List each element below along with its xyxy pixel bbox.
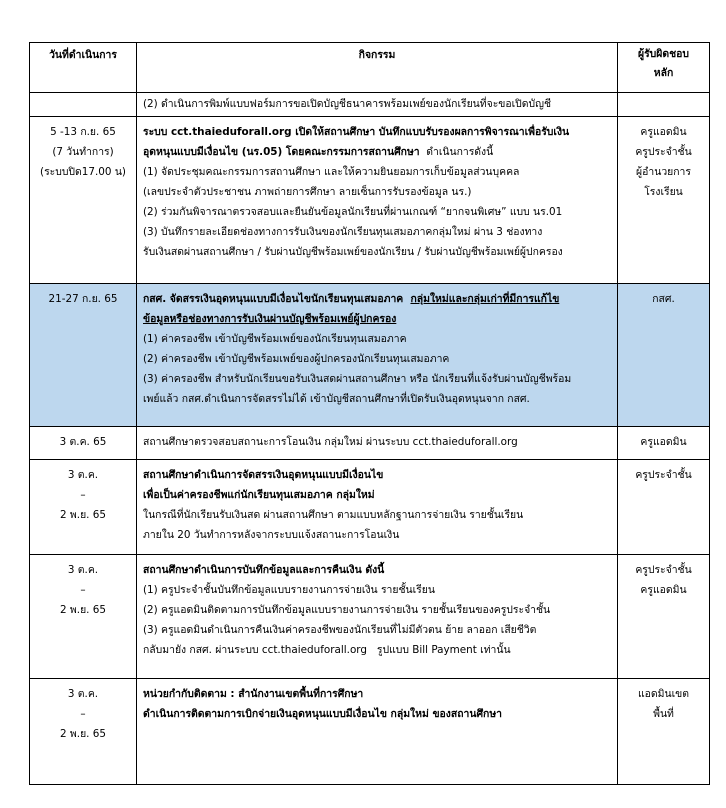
activity-line: ภายใน 20 วันทำการหลังจากระบบแจ้งสถานะการโอนเงิน bbox=[143, 529, 400, 541]
activity-line: เพื่อเป็นค่าครองชีพแก่นักเรียนทุนเสมอภาค กลุ่มใหม่ bbox=[143, 489, 375, 501]
responsible-line: พื้นที่ bbox=[653, 708, 674, 720]
activity-line: เพย์แล้ว กสศ.ดำเนินการจัดสรรไม่ได้ เข้าบัญชีสถานศึกษาที่เปิดรับเงินอุดหนุนจาก กสศ. bbox=[143, 393, 530, 405]
activity-line: ดำเนินการติดตามการเบิกจ่ายเงินอุดหนุนแบบมีเงื่อนไข กลุ่มใหม่ ของสถานศึกษา bbox=[143, 708, 503, 720]
table-row-highlighted bbox=[30, 284, 710, 427]
responsible-line: แอดมินเขต bbox=[637, 688, 690, 700]
responsible-cell bbox=[618, 555, 710, 679]
activity-line: ข้อมูลหรือช่องทางการรับเงินผ่านบัญชีพร้อมเพย์ผู้ปกครอง bbox=[143, 313, 397, 325]
activity-line-bold: อุดหนุนแบบมีเงื่อนไข (นร.05) โดยคณะกรรมการสถานศึกษา bbox=[143, 146, 420, 158]
responsible-line: ครูแอดมิน bbox=[640, 126, 687, 138]
date-line: – bbox=[80, 708, 86, 720]
activity-line: ระบบ cct.thaieduforall.org เปิดให้สถานศึกษา บันทึกแบบรับรองผลการพิจารณาเพื่อรับเงิน bbox=[143, 126, 570, 138]
activity-line: (2) ดำเนินการพิมพ์แบบฟอร์มการขอเปิดบัญชีธนาคารพร้อมเพย์ของนักเรียนที่จะขอเปิดบัญชี bbox=[143, 98, 552, 110]
date-line: – bbox=[80, 489, 86, 501]
schedule-table bbox=[29, 42, 710, 785]
activity-cell bbox=[137, 460, 618, 555]
header-date: วันที่ดำเนินการ bbox=[30, 43, 137, 93]
activity-line: (3) บันทึกรายละเอียดช่องทางการรับเงินของนักเรียนทุนเสมอภาคกลุ่มใหม่ ผ่าน 3 ช่องทาง bbox=[143, 226, 543, 238]
activity-line: (3) ครูแอดมินดำเนินการคืนเงินค่าครองชีพของนักเรียนที่ไม่มีตัวตน ย้าย ลาออก เสียชีวิต bbox=[143, 624, 537, 636]
header-responsible-line2: หลัก bbox=[653, 67, 674, 79]
responsible-cell bbox=[618, 284, 710, 427]
activity-cell bbox=[137, 284, 618, 427]
responsible-line: โรงเรียน bbox=[644, 186, 683, 198]
activity-line: (2) ครูแอดมินติดตามการบันทึกข้อมูลแบบรายงานการจ่ายเงิน รายชั้นเรียนของครูประจำชั้น bbox=[143, 604, 551, 616]
activity-line: (1) จัดประชุมคณะกรรมการสถานศึกษา และให้ความยินยอมการเก็บข้อมูลส่วนบุคคล bbox=[143, 166, 520, 178]
header-responsible-line1: ผู้รับผิดชอบ bbox=[638, 48, 689, 60]
activity-line bbox=[143, 142, 613, 162]
date-line: 3 ต.ค. bbox=[67, 564, 99, 576]
activity-line: (3) ค่าครองชีพ สำหรับนักเรียนขอรับเงินสดผ่านสถานศึกษา หรือ นักเรียนที่แจ้งรับผ่านบัญชีพร้อม bbox=[143, 373, 572, 385]
responsible-cell bbox=[618, 93, 710, 117]
activity-line: สถานศึกษาดำเนินการจัดสรรเงินอุดหนุนแบบมีเงื่อนไข bbox=[143, 469, 384, 481]
header-activity: กิจกรรม bbox=[137, 43, 618, 93]
responsible-cell bbox=[618, 117, 710, 284]
activity-line: สถานศึกษาตรวจสอบสถานะการโอนเงิน กลุ่มใหม่ ผ่านระบบ cct.thaieduforall.org bbox=[143, 436, 518, 448]
date-line: 21-27 ก.ย. 65 bbox=[48, 293, 118, 305]
activity-cell bbox=[137, 679, 618, 785]
table-row bbox=[30, 93, 710, 117]
date-line: 2 พ.ย. 65 bbox=[60, 728, 106, 740]
activity-line: รับเงินสดผ่านสถานศึกษา / รับผ่านบัญชีพร้อมเพย์ของนักเรียน / รับผ่านบัญชีพร้อมเพย์ผู้ปกครอง bbox=[143, 246, 563, 258]
activity-line-normal: ดำเนินการดังนี้ bbox=[419, 146, 494, 158]
header-responsible bbox=[618, 43, 710, 93]
date-cell bbox=[30, 93, 137, 117]
responsible-line: ครูประจำชั้น bbox=[635, 146, 692, 158]
activity-cell bbox=[137, 555, 618, 679]
date-line: 3 ต.ค. 65 bbox=[59, 436, 107, 448]
date-line: 5 -13 ก.ย. 65 bbox=[50, 126, 116, 138]
date-cell bbox=[30, 284, 137, 427]
responsible-line: ครูประจำชั้น bbox=[635, 564, 692, 576]
activity-cell bbox=[137, 93, 618, 117]
table-row bbox=[30, 117, 710, 284]
activity-line: หน่วยกำกับติดตาม : สำนักงานเขตพื้นที่การศึกษา bbox=[143, 688, 364, 700]
date-line: 2 พ.ย. 65 bbox=[60, 604, 106, 616]
date-line: – bbox=[80, 584, 86, 596]
date-line: 2 พ.ย. 65 bbox=[60, 509, 106, 521]
table-row bbox=[30, 555, 710, 679]
activity-line bbox=[143, 289, 613, 309]
date-line: 3 ต.ค. bbox=[67, 688, 99, 700]
activity-head-bold: กสศ. จัดสรรเงินอุดหนุนแบบมีเงื่อนไขนักเรียนทุนเสมอภาค bbox=[143, 293, 411, 305]
table-row bbox=[30, 679, 710, 785]
activity-line: สถานศึกษาดำเนินการบันทึกข้อมูลและการคืนเงิน ดังนี้ bbox=[143, 564, 385, 576]
date-cell bbox=[30, 460, 137, 555]
activity-head-underline: กลุ่มใหม่และกลุ่มเก่าที่มีการแก้ไข bbox=[410, 293, 560, 305]
responsible-line: ผู้อำนวยการ bbox=[636, 166, 691, 178]
date-line: (ระบบปิด17.00 น) bbox=[40, 166, 126, 178]
responsible-cell bbox=[618, 427, 710, 460]
activity-line: (1) ครูประจำชั้นบันทึกข้อมูลแบบรายงานการจ่ายเงิน รายชั้นเรียน bbox=[143, 584, 435, 596]
date-line: 3 ต.ค. bbox=[67, 469, 99, 481]
date-cell bbox=[30, 555, 137, 679]
date-cell bbox=[30, 679, 137, 785]
date-line: (7 วันทำการ) bbox=[52, 146, 114, 158]
activity-line: (2) ค่าครองชีพ เข้าบัญชีพร้อมเพย์ของผู้ปกครองนักเรียนทุนเสมอภาค bbox=[143, 353, 450, 365]
activity-cell bbox=[137, 117, 618, 284]
activity-line: กลับมายัง กสศ. ผ่านระบบ cct.thaieduforall.org รูปแบบ Bill Payment เท่านั้น bbox=[143, 644, 511, 656]
date-cell bbox=[30, 117, 137, 284]
responsible-line: ครูประจำชั้น bbox=[635, 469, 692, 481]
table-header-row bbox=[30, 43, 710, 93]
activity-line: (1) ค่าครองชีพ เข้าบัญชีพร้อมเพย์ของนักเรียนทุนเสมอภาค bbox=[143, 333, 407, 345]
activity-line: (2) ร่วมกันพิจารณาตรวจสอบและยืนยันข้อมูลนักเรียนที่ผ่านเกณฑ์ “ยากจนพิเศษ” แบบ นร.01 bbox=[143, 206, 563, 218]
activity-line: ในกรณีที่นักเรียนรับเงินสด ผ่านสถานศึกษา ตามแบบหลักฐานการจ่ายเงิน รายชั้นเรียน bbox=[143, 509, 524, 521]
responsible-line: ครูแอดมิน bbox=[640, 436, 687, 448]
date-cell bbox=[30, 427, 137, 460]
responsible-line: กสศ. bbox=[652, 293, 675, 305]
table-row bbox=[30, 427, 710, 460]
responsible-cell bbox=[618, 679, 710, 785]
activity-cell bbox=[137, 427, 618, 460]
responsible-line: ครูแอดมิน bbox=[640, 584, 687, 596]
responsible-cell bbox=[618, 460, 710, 555]
table-row bbox=[30, 460, 710, 555]
activity-line: (เลขประจำตัวประชาชน ภาพถ่ายการศึกษา ลายเซ็นการรับรองข้อมูล นร.) bbox=[143, 186, 472, 198]
